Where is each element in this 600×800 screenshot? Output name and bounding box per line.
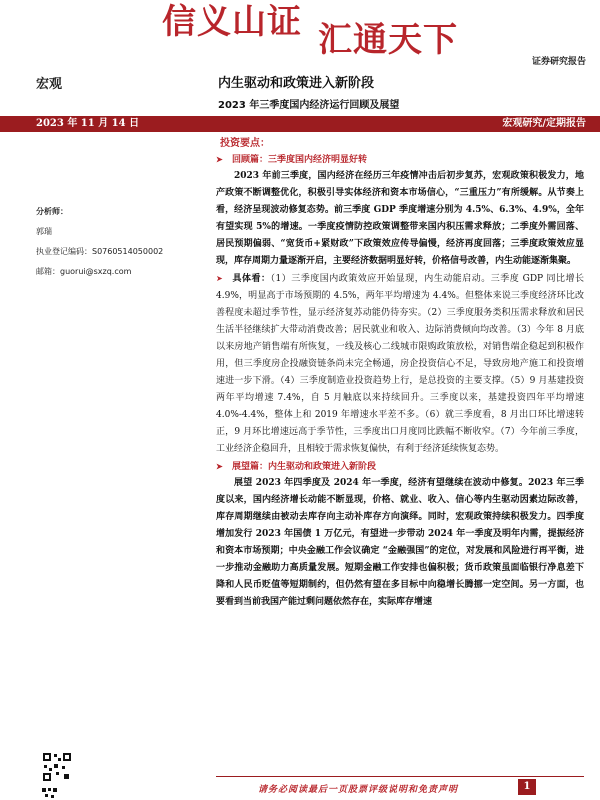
section-review-paragraph: 2023 年前三季度，国内经济在经历三年疫情冲击后初步复苏，宏观政策积极发力，地产政策不断调整优化，积极引导实体经济和资本市场信心，“三重压力”有所缓解。从节奏上看，经济呈现波动修复态势。前三季度 GDP 季度增速分别为 4.5%、6.3%、4.9%，全年有望实现 5%的增速。一季度疫情防控政策调整带来国内积压需求释放；二季度外需回落、居民预期偏弱、“宽货币+紧财政”下政策效应传导偏慢，经济再度回落；三季度政策效应显现，库存周期力量逐渐开启，主要经济数据明显好转，价格信号改善，内生动能逐渐集聚。 — [216, 171, 584, 266]
analyst-sidebar — [36, 208, 206, 288]
qr-code-icon — [42, 752, 72, 782]
investment-highlights-title: 投资要点： — [220, 138, 270, 149]
arrow-right-icon: ➤ — [216, 274, 223, 283]
report-type-label: 证券研究报告 — [531, 57, 586, 67]
page-subtitle: 2023 年三季度国内经济运行回顾及展望 — [218, 100, 400, 111]
page-number: 1 — [518, 779, 536, 795]
slogan-right: 汇通天下 — [318, 20, 458, 60]
header-banner — [0, 0, 600, 72]
arrow-right-icon: ➤ — [216, 154, 223, 164]
qr-code-small-icon — [42, 788, 58, 800]
section-outlook-paragraph: 展望 2023 年四季度及 2024 年一季度，经济有望继续在波动中修复。2023 年三季度以来，国内经济增长动能不断显现，价格、就业、收入、信心等内生驱动因素边际改善，库存周期继续由被动去库存向主动补库存方向演绎。同时，宏观政策持续积极发力。四季度增加发行 2023 年国债 1 万亿元，有望进一步带动 2024 年一季度及明年内需，提振经济和资本市场预期；中央金融工作会议确定 “金融强国”的定位，对发展和风险进行再平衡，进一步推动金融助力高质量发展。短期金融工作安排也偏积极；货币政策虽面临银行净息差下降和人民币贬值等短期制约，但仍然有望在多目标中向稳增长腾挪一定空间。另一方面，也要看到当前我国产能过剩问题依然存在，实际库存增速 — [216, 478, 584, 607]
slogan-left: 信义山证 — [162, 2, 302, 42]
footer-rule — [216, 776, 584, 777]
date-bar — [0, 116, 600, 132]
section-outlook-heading: ➤ 展望篇：内生驱动和政策进入新阶段 — [216, 458, 584, 475]
report-body — [216, 135, 584, 611]
section-detail-paragraph — [216, 270, 584, 458]
analyst-email[interactable]: 邮箱：guorui@sxzq.com — [36, 267, 132, 276]
arrow-right-icon: ➤ — [216, 461, 223, 471]
section-label: 宏观 — [36, 77, 63, 92]
analyst-label: 分析师： — [36, 207, 68, 216]
analyst-name: 郭瑞 — [36, 227, 52, 236]
section-review-heading: ➤ 回顾篇：三季度国内经济明显好转 — [216, 151, 584, 168]
page-title: 内生驱动和政策进入新阶段 — [218, 76, 375, 91]
registration-code: 执业登记编码：S0760514050002 — [36, 247, 164, 256]
detail-text: （1）三季度国内政策效应开始显现，内生动能启动。三季度 GDP 同比增长 4.9%，明显高于市场预期的 4.5%，两年平均增速为 4.4%。但整体来说三季度经济环比改善程度未超过季节性，显示经济复苏动能仍待夯实。（2）三季度服务类积压需求释放和居民生活半径继续扩大带动消费改善；居民就业和收入、边际消费倾向均改善。（3）今年 8 月底以来房地产销售端有所恢复，一线及核心二线城市限购政策放松，对销售端企稳起到积极作用，但三季度房企投融资链条尚未完全畅通，房企投资信心不足，导致房地产施工和投资增速进一步下滑。（4）三季度制造业投资趋势上行，是总投资的主要支撑。（5）9 月基建投资两年平均增速 7.4%，自 5 月触底以来持续回升。三季度以来，基建投资四年平均增速 4.0%-4.4%，整体上和 2019 年增速水平差不多。（6）就三季度看，8 月出口环比增速转正，9 月环比增速远高于季节性，三季度出口月度同比跌幅不断收窄。（7）今年前三季度，工业经济企稳回升，且相较于需求恢复偏快，有利于经济延续恢复态势。 — [216, 274, 584, 454]
report-date: 2023 年 11 月 14 日 — [36, 118, 140, 129]
report-category: 宏观研究/定期报告 — [502, 118, 586, 129]
detail-label: 具体看： — [232, 274, 271, 284]
footer-disclaimer: 请务必阅读最后一页股票评级说明和免责声明 — [258, 785, 459, 795]
